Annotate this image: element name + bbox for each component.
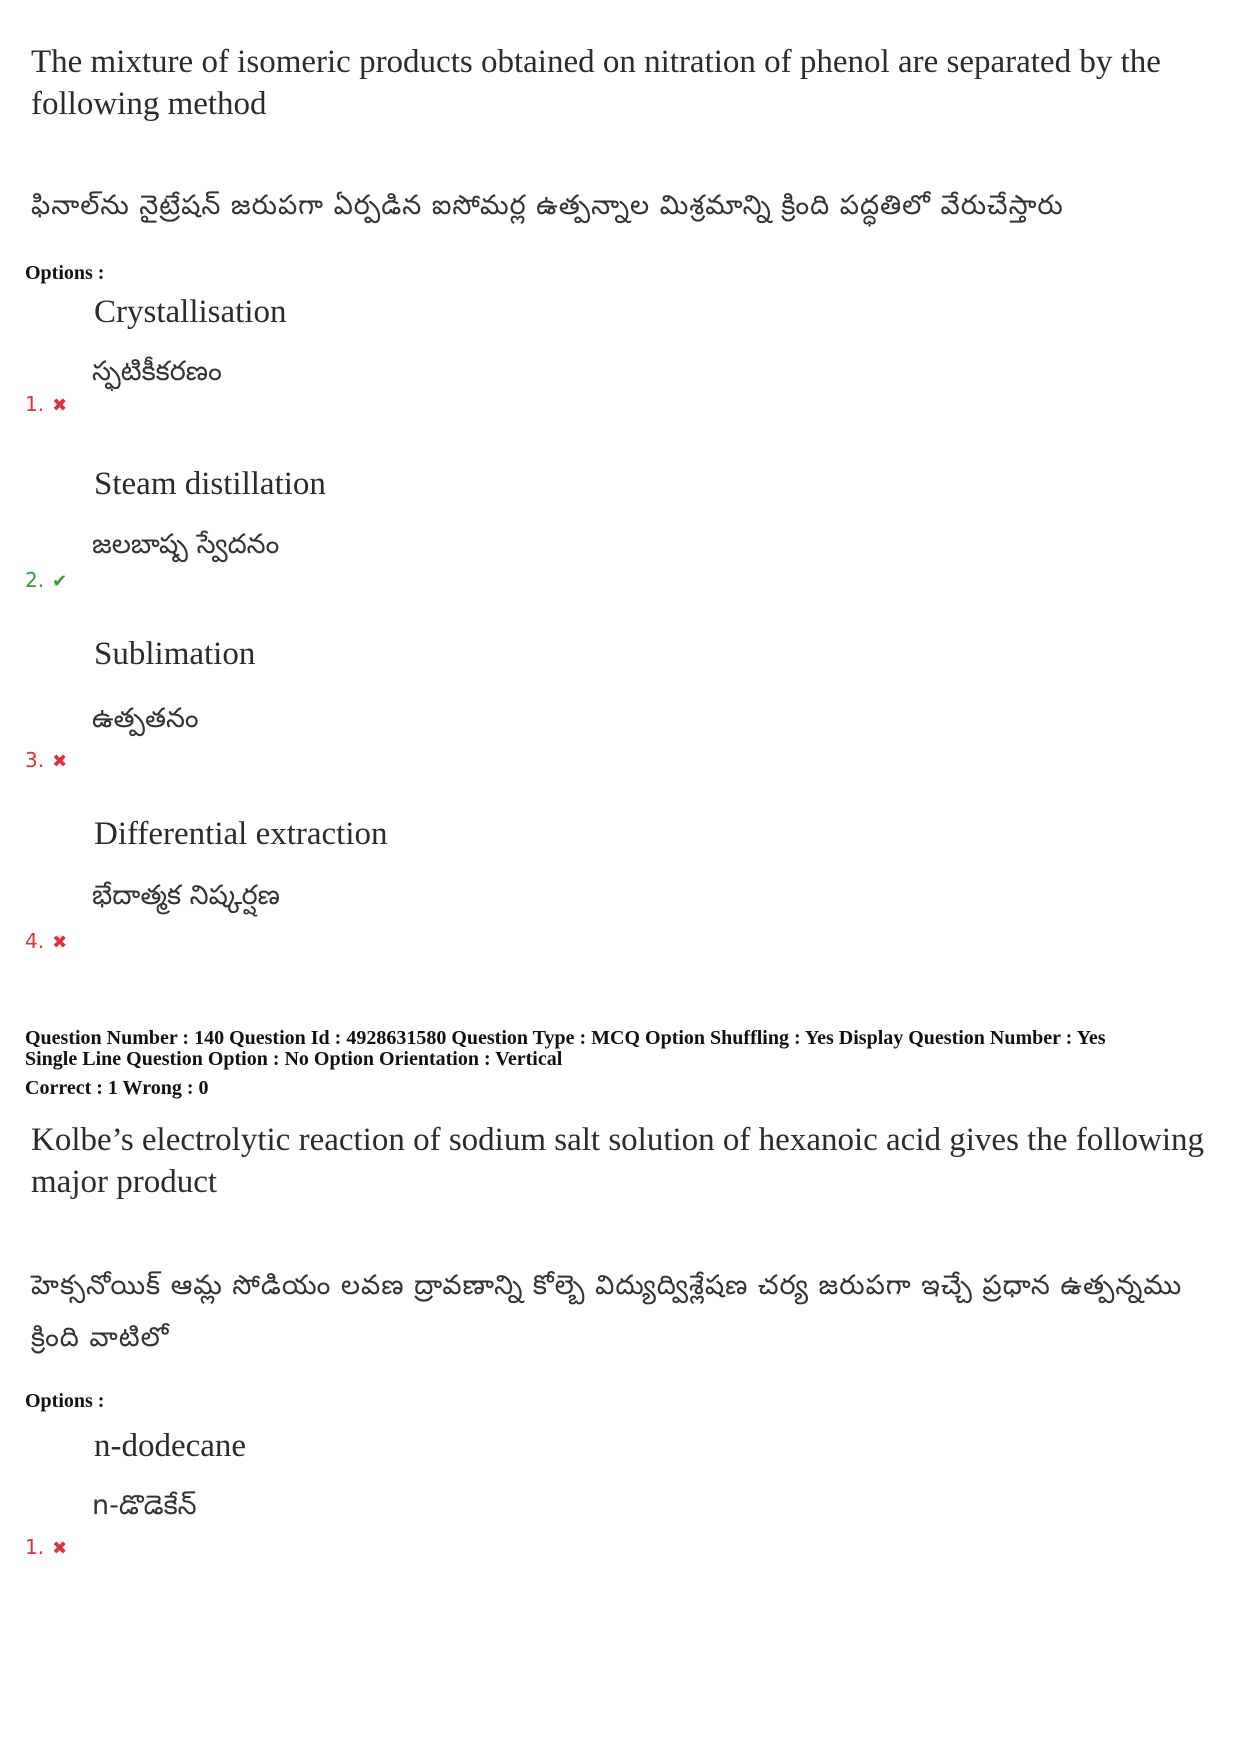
- question-marks: Correct : 1 Wrong : 0: [25, 1077, 209, 1099]
- options-label: Options :: [25, 1390, 105, 1412]
- option-1-text-te: స్ఫటికీకరణం: [92, 356, 222, 387]
- question-text-te: హెక్సనోయిక్ ఆమ్ల సోడియం లవణ ద్రావణాన్ని కోల్బె విద్యుద్విశ్లేషణ చర్య జరుపగా ఇచ్చే ప్రధాన ఉత్పన్నము క్రింది వాటిలో: [31, 1270, 1183, 1353]
- option-number-label: 3.: [25, 748, 45, 772]
- option-2-number: [25, 568, 67, 592]
- option-2-text-te: జలబాష్ప స్వేదనం: [92, 529, 280, 560]
- option-1-text-te: n-డొడెకేన్: [92, 1490, 197, 1521]
- cross-icon: ✖: [52, 395, 68, 416]
- option-number-label: 4.: [25, 929, 45, 953]
- options-label: Options :: [25, 262, 105, 284]
- option-2-text-en: Steam distillation: [94, 466, 326, 502]
- question-text-en: Kolbe’s electrolytic reaction of sodium salt solution of hexanoic acid gives the following major product: [31, 1122, 1205, 1200]
- question-meta-line-1: Question Number : 140 Question Id : 4928631580 Question Type : MCQ Option Shuffling : Yes Display Question Number : Yes: [25, 1027, 1106, 1049]
- option-1-number: [25, 1535, 67, 1559]
- cross-icon: ✖: [52, 1538, 68, 1559]
- option-number-label: 1.: [25, 1535, 45, 1559]
- option-4-number: [25, 929, 67, 953]
- option-1-text-en: Crystallisation: [94, 294, 287, 330]
- question-text-en: The mixture of isomeric products obtained on nitration of phenol are separated by the following method: [31, 44, 1161, 122]
- option-4-text-en: Differential extraction: [94, 816, 388, 852]
- option-number-label: 1.: [25, 392, 45, 416]
- check-icon: ✔: [52, 571, 68, 592]
- option-number-label: 2.: [25, 568, 45, 592]
- question-meta-line-2: Single Line Question Option : No Option Orientation : Vertical: [25, 1048, 563, 1070]
- cross-icon: ✖: [52, 932, 68, 953]
- option-4-text-te: భేదాత్మక నిష్కర్షణ: [92, 880, 280, 911]
- option-3-text-te: ఉత్పతనం: [92, 703, 199, 734]
- option-3-text-en: Sublimation: [94, 636, 256, 672]
- option-1-text-en: n-dodecane: [94, 1428, 247, 1464]
- cross-icon: ✖: [52, 751, 68, 772]
- option-3-number: [25, 748, 67, 772]
- option-1-number: [25, 392, 67, 416]
- question-text-te: ఫినాల్‌ను నైట్రేషన్ జరుపగా ఏర్పడిన ఐసోమర్ల ఉత్పన్నాల మిశ్రమాన్ని క్రింది పద్ధతిలో వేరుచేస్తారు: [31, 190, 1064, 221]
